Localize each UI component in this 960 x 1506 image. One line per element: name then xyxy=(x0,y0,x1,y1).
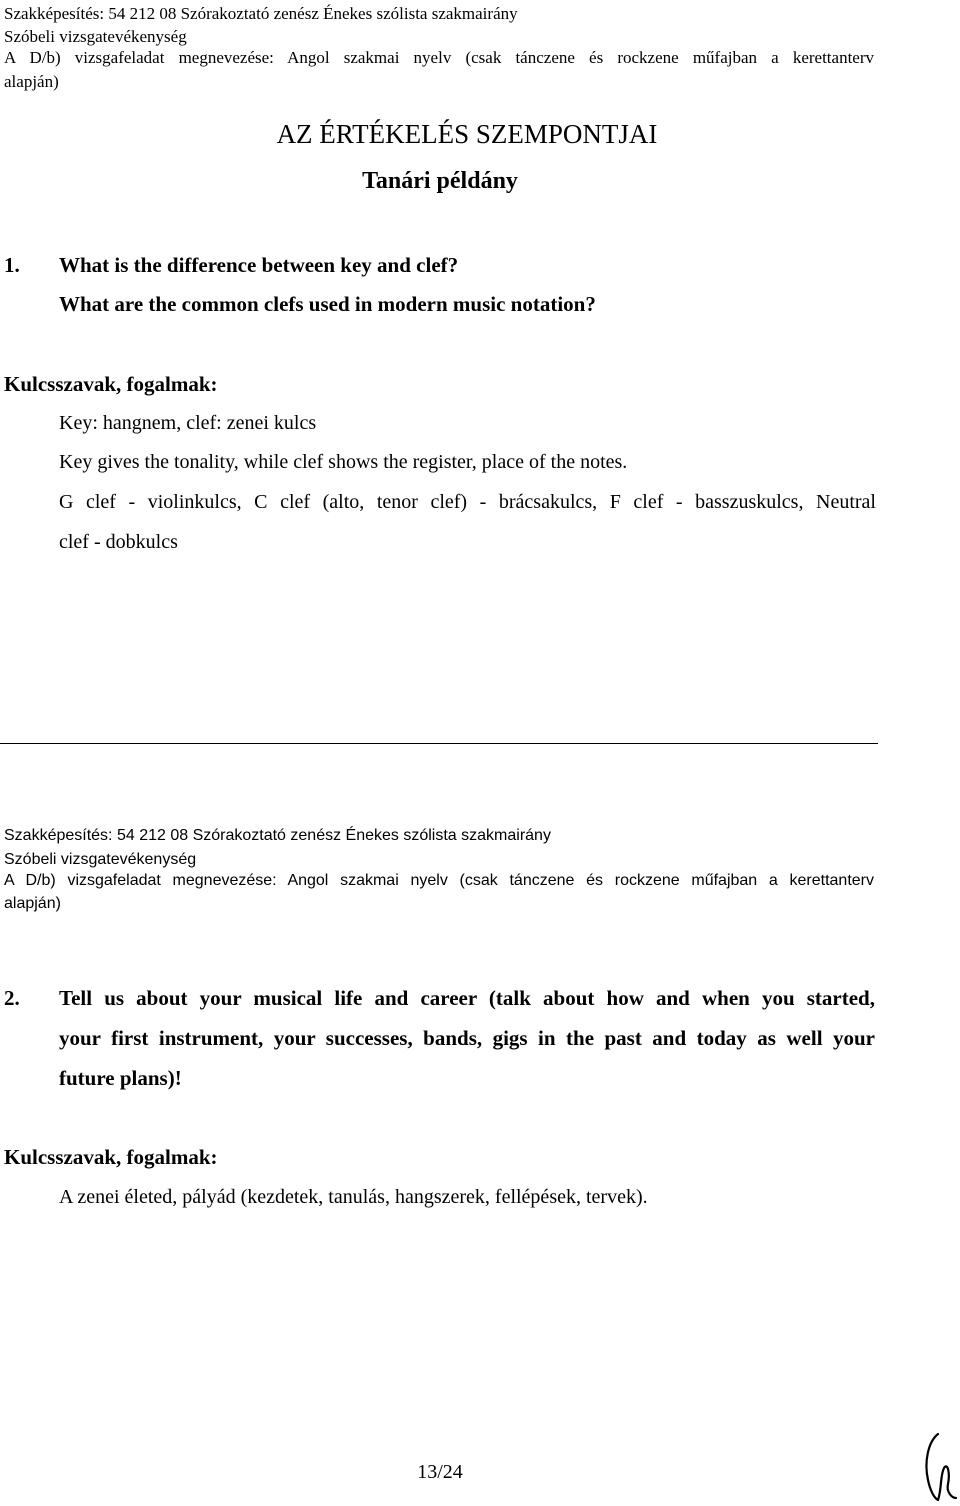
question-text: Tell us about your musical life and career (talk about how and when you started, xyxy=(59,986,875,1010)
keywords-label: Kulcsszavak, fogalmak: xyxy=(4,372,218,396)
question-text: What is the difference between key and clef? xyxy=(59,253,459,277)
question-text: future plans)! xyxy=(59,1066,182,1090)
header-task-name: A D/b) vizsgafeladat megnevezése: Angol szakmai nyelv (csak tánczene és rockzene műfajban a kerettanterv xyxy=(4,872,874,889)
keyword-line: G clef - violinkulcs, C clef (alto, tenor clef) - brácsakulcs, F clef - basszuskulcs, Neutral xyxy=(59,491,876,513)
header-exam-type: Szóbeli vizsgatevékenység xyxy=(4,851,197,868)
keyword-line: A zenei életed, pályád (kezdetek, tanulás, hangszerek, fellépések, tervek). xyxy=(59,1186,648,1208)
header-qualification: Szakképesítés: 54 212 08 Szórakoztató zenész Énekes szólista szakmairány xyxy=(4,4,518,23)
question-text: What are the common clefs used in modern music notation? xyxy=(59,292,596,316)
keyword-line: Key: hangnem, clef: zenei kulcs xyxy=(59,412,317,434)
header-task-name: A D/b) vizsgafeladat megnevezése: Angol szakmai nyelv (csak tánczene és rockzene műfajban a kerettanterv xyxy=(4,48,874,67)
question-number: 2. xyxy=(4,986,20,1010)
page-title: AZ ÉRTÉKELÉS SZEMPONTJAI xyxy=(276,119,658,149)
page-divider xyxy=(0,743,878,744)
page-subtitle: Tanári példány xyxy=(362,168,518,194)
header-exam-type: Szóbeli vizsgatevékenység xyxy=(4,27,187,46)
header-task-name-cont: alapján) xyxy=(4,895,61,912)
keywords-label: Kulcsszavak, fogalmak: xyxy=(4,1145,218,1169)
keyword-line: Key gives the tonality, while clef shows the register, place of the notes. xyxy=(59,451,628,473)
question-text: your first instrument, your successes, bands, gigs in the past and today as well your xyxy=(59,1026,875,1050)
question-number: 1. xyxy=(4,253,20,277)
header-qualification: Szakképesítés: 54 212 08 Szórakoztató zenész Énekes szólista szakmairány xyxy=(4,827,551,844)
header-task-name-cont: alapján) xyxy=(4,72,59,91)
page-number: 13/24 xyxy=(417,1461,463,1483)
keyword-line: clef - dobkulcs xyxy=(59,531,178,553)
signature-mark xyxy=(918,1428,958,1504)
